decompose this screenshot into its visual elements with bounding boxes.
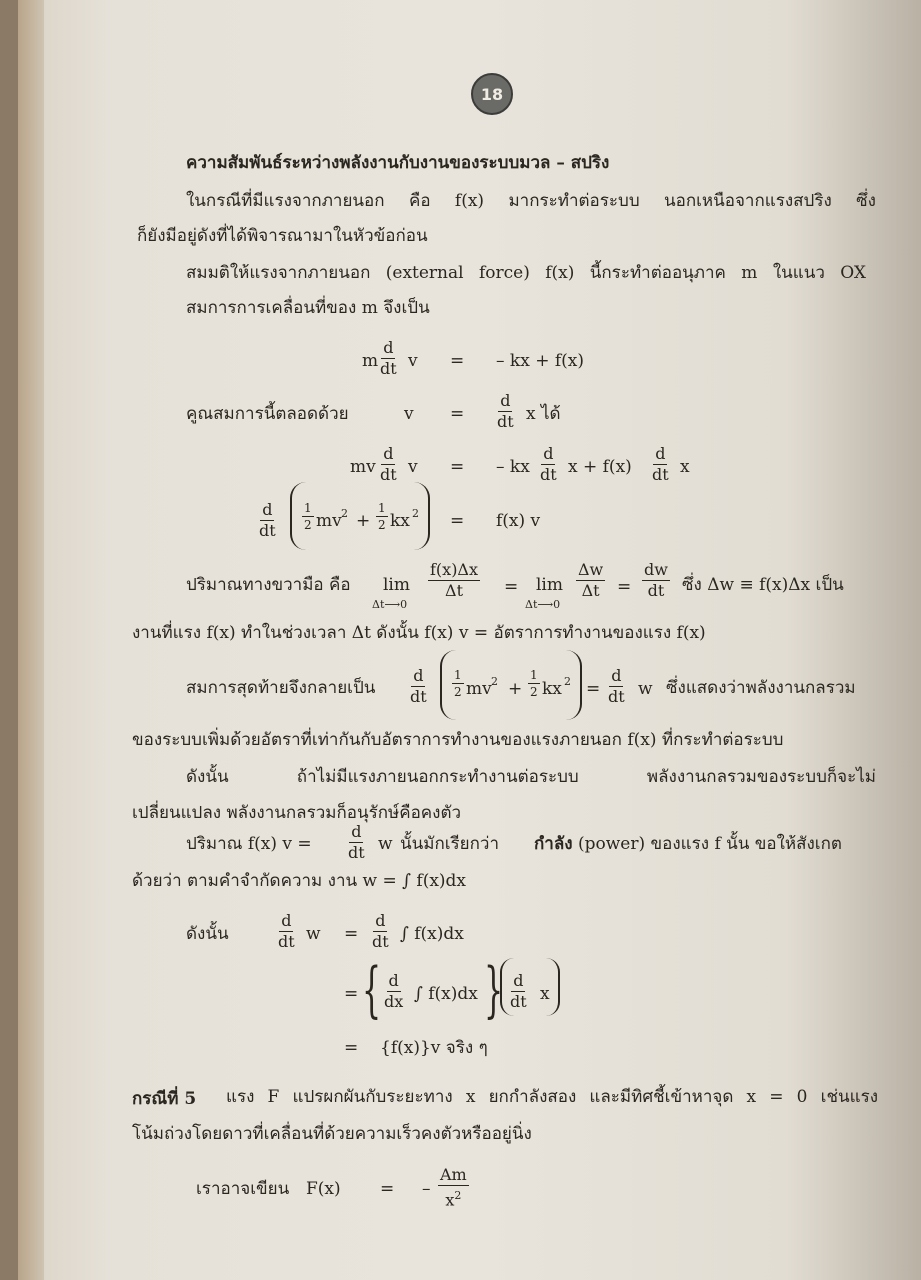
- eq3-d3: d: [655, 444, 666, 463]
- eq5-fraction-2: [576, 560, 605, 601]
- eq2-dt: dt: [497, 412, 514, 431]
- eq7-dt4: dt: [510, 992, 527, 1011]
- paragraph-4-post: (power) ของแรง f นั้น ขอให้สังเกต: [578, 834, 842, 854]
- page-spine-shadow: [18, 0, 44, 1280]
- eq5-den-2: Δt: [581, 581, 600, 600]
- paragraph-1-line-2: ก็ยังมีอยู่ดังที่ได้พิจารณามาในหัวข้อก่อน: [137, 226, 428, 246]
- eq3-derivative-2: [540, 444, 557, 485]
- eq7-dt2: dt: [372, 932, 389, 951]
- eq6-half-2: [528, 667, 540, 700]
- eq5-tail: ซึ่ง Δw ≡ f(x)Δx เป็น: [682, 575, 844, 595]
- case5-line-1: แรง F แปรผกผันกับระยะทาง x ยกกำลังสอง และมีทิศชี้เข้าหาจุด x = 0 เช่นแรง: [226, 1087, 878, 1107]
- eq1-equals: =: [450, 351, 465, 371]
- eq4-one-1: 1: [304, 501, 312, 515]
- eq3-v: v: [408, 457, 418, 477]
- eq6-exp-1: 2: [491, 675, 498, 688]
- eq4-mv: mv: [316, 511, 342, 531]
- eq7-dx: dx: [384, 992, 404, 1011]
- eq8-den: x: [445, 1190, 455, 1210]
- eq6-one-1: 1: [454, 668, 462, 682]
- eq7-right-paren: [546, 958, 560, 1016]
- work-line: งานที่แรง f(x) ทำในช่วงเวลา Δt ดังนั้น f(x) v = อัตราการทำงานของแรง f(x): [132, 623, 706, 643]
- eq6-d: d: [413, 666, 424, 685]
- eq6-right-paren: [566, 650, 582, 720]
- eq4-kx: kx: [390, 511, 410, 531]
- paragraph-3-line-2: เปลี่ยนแปลง พลังงานกลรวมก็อนุรักษ์คือคงตัว: [132, 803, 462, 823]
- eq6-dt: dt: [410, 687, 427, 706]
- eq7-derivative-1: [278, 911, 295, 952]
- eq5-label: ปริมาณทางขวามือ คือ: [186, 575, 351, 595]
- eq6-dt2: dt: [608, 687, 625, 706]
- eq8-exp: 2: [454, 1189, 462, 1202]
- eq5-num-1: f(x)Δx: [430, 560, 479, 579]
- eq6-d2: d: [611, 666, 622, 685]
- eq3-d1: d: [383, 444, 394, 463]
- eq7-d1: d: [281, 911, 292, 930]
- eq8-equals: =: [380, 1179, 395, 1199]
- paragraph-4-mid: นั้นมักเรียกว่า: [400, 834, 500, 854]
- eq7-equals-3: =: [344, 1038, 359, 1058]
- eq7-x: x: [540, 984, 550, 1004]
- eq6-derivative-w: [608, 666, 625, 707]
- eq3-kx: – kx: [496, 457, 530, 477]
- eq6-equals: =: [586, 679, 601, 699]
- eq6-mv: mv: [466, 679, 492, 699]
- eq2-label: คูณสมการนี้ตลอดด้วย: [186, 404, 349, 424]
- eq6-label: สมการสุดท้ายจึงกลายเป็น: [186, 678, 376, 698]
- eq7-d2: d: [375, 911, 386, 930]
- eq5-den-1: Δt: [445, 581, 463, 600]
- eq5-fraction-3: [642, 560, 670, 601]
- eq7-equals-2: =: [344, 984, 359, 1004]
- eq4-half-2: [376, 500, 388, 533]
- eq1-derivative: [380, 338, 397, 379]
- case5-label: กรณีที่ 5: [132, 1089, 197, 1109]
- eq3-derivative-3: [652, 444, 669, 485]
- eq6-half-1: [452, 667, 464, 700]
- eq6-w: w: [638, 679, 653, 699]
- eq4-dt: dt: [259, 521, 276, 540]
- eq3-dt1: dt: [380, 465, 397, 484]
- eq6-kx: kx: [542, 679, 562, 699]
- eq5-lim-sub-2: Δt⟶0: [525, 598, 561, 611]
- eq2-rhs: x ได้: [526, 404, 561, 424]
- eq8-num: Am: [440, 1165, 467, 1184]
- eq5-lim-2: lim: [536, 575, 563, 595]
- eq1-d: d: [383, 338, 394, 357]
- eq2-d: d: [500, 391, 511, 410]
- eq1-rhs: – kx + f(x): [496, 351, 584, 371]
- eq7-label: ดังนั้น: [186, 924, 229, 944]
- eq7-integral-1: ∫ f(x)dx: [400, 924, 464, 944]
- section-heading: ความสัมพันธ์ระหว่างพลังงานกับงานของระบบมวล – สปริง: [186, 153, 610, 173]
- paragraph-4-derivative: [348, 822, 365, 863]
- eq5-fraction-1: [428, 560, 480, 601]
- eq8-fx: F(x): [306, 1179, 341, 1199]
- eq5-lim-1: lim: [383, 575, 410, 595]
- eq7-derivative-2: [372, 911, 389, 952]
- eq4-d: d: [262, 500, 273, 519]
- eq7-derivative-3: [384, 971, 403, 1012]
- eq4-exp-1: 2: [341, 507, 348, 520]
- eq1-v: v: [408, 351, 418, 371]
- eq6-two-2: 2: [530, 685, 538, 699]
- p4-d: d: [351, 822, 362, 841]
- eq1-m: m: [362, 351, 379, 371]
- eq5-num-2: Δw: [578, 560, 604, 579]
- paragraph-4-w: w: [378, 834, 393, 854]
- eq5-equals-2: =: [617, 577, 632, 597]
- eq2-derivative: [497, 391, 514, 432]
- eq7-integral-2: ∫ f(x)dx: [414, 984, 478, 1004]
- eq5-num-3: dw: [644, 560, 668, 579]
- paragraph-4-line-2: ด้วยว่า ตามคำจำกัดความ งาน w = ∫ f(x)dx: [132, 871, 467, 891]
- eq4-rhs: f(x) v: [496, 511, 541, 531]
- eq7-equals-1: =: [344, 924, 359, 944]
- eq7-derivative-4: [510, 971, 527, 1012]
- eq4-derivative: [259, 500, 276, 541]
- paragraph-4-pre: ปริมาณ f(x) v =: [186, 834, 312, 854]
- eq8-den-wrap: [445, 1186, 461, 1210]
- system-line: ของระบบเพิ่มด้วยอัตราที่เท่ากันกับอัตราการทำงานของแรงภายนอก f(x) ที่กระทำต่อระบบ: [132, 730, 784, 750]
- eq1-dt: dt: [380, 359, 397, 378]
- eq7-left-brace: {: [362, 955, 382, 1025]
- eq7-d3: d: [388, 971, 399, 990]
- eq5-equals-1: =: [504, 577, 519, 597]
- eq2-v: v: [404, 404, 414, 424]
- paragraph-2-line-1: สมมติให้แรงจากภายนอก (external force) f(x) นี้กระทำต่ออนุภาค m ในแนว OX: [186, 263, 866, 283]
- eq3-d2: d: [543, 444, 554, 463]
- eq3-equals: =: [450, 457, 465, 477]
- eq7-right-brace: }: [484, 955, 504, 1025]
- eq8-fraction: [438, 1165, 469, 1210]
- page-number-badge: 18: [471, 73, 513, 115]
- eq6-exp-2: 2: [564, 675, 571, 688]
- eq3-derivative-1: [380, 444, 397, 485]
- eq4-one-2: 1: [378, 501, 386, 515]
- eq8-minus: –: [422, 1179, 431, 1199]
- eq6-derivative: [410, 666, 427, 707]
- eq6-two-1: 2: [454, 685, 462, 699]
- p4-dt: dt: [348, 843, 365, 862]
- eq4-half-1: [302, 500, 314, 533]
- eq7-w: w: [306, 924, 321, 944]
- eq4-exp-2: 2: [412, 507, 419, 520]
- eq8-label: เราอาจเขียน: [196, 1179, 290, 1199]
- eq3-dt2: dt: [540, 465, 557, 484]
- eq4-equals: =: [450, 511, 465, 531]
- paragraph-1-line-1: ในกรณีที่มีแรงจากภายนอก คือ f(x) มากระทำต่อระบบ นอกเหนือจากแรงสปริง ซึ่ง: [186, 191, 876, 211]
- eq3-x-fx: x + f(x): [568, 457, 632, 477]
- eq7-last: {f(x)}v จริง ๆ: [380, 1038, 488, 1058]
- paragraph-4-power-bold: กำลัง: [534, 834, 573, 854]
- eq6-plus: +: [508, 679, 523, 699]
- eq6-one-2: 1: [530, 668, 538, 682]
- eq4-two-2: 2: [378, 518, 386, 532]
- eq3-mv: mv: [350, 457, 376, 477]
- eq4-two-1: 2: [304, 518, 312, 532]
- paragraph-2-line-2: สมการการเคลื่อนที่ของ m จึงเป็น: [186, 298, 430, 318]
- eq7-dt1: dt: [278, 932, 295, 951]
- eq3-dt3: dt: [652, 465, 669, 484]
- eq6-tail: ซึ่งแสดงว่าพลังงานกลรวม: [666, 678, 856, 698]
- eq4-right-paren: [414, 482, 430, 550]
- paragraph-3-line-1: ดังนั้น ถ้าไม่มีแรงภายนอกกระทำงานต่อระบบ พลังงานกลรวมของระบบก็จะไม่: [186, 767, 876, 787]
- eq3-x: x: [680, 457, 690, 477]
- eq5-lim-sub-1: Δt⟶0: [372, 598, 408, 611]
- eq2-equals: =: [450, 404, 465, 424]
- case5-line-2: โน้มถ่วงโดยดาวที่เคลื่อนที่ด้วยความเร็วคงตัวหรืออยู่นิ่ง: [132, 1124, 532, 1144]
- eq5-den-3: dt: [647, 581, 665, 600]
- eq4-plus: +: [356, 511, 371, 531]
- eq7-d4: d: [513, 971, 524, 990]
